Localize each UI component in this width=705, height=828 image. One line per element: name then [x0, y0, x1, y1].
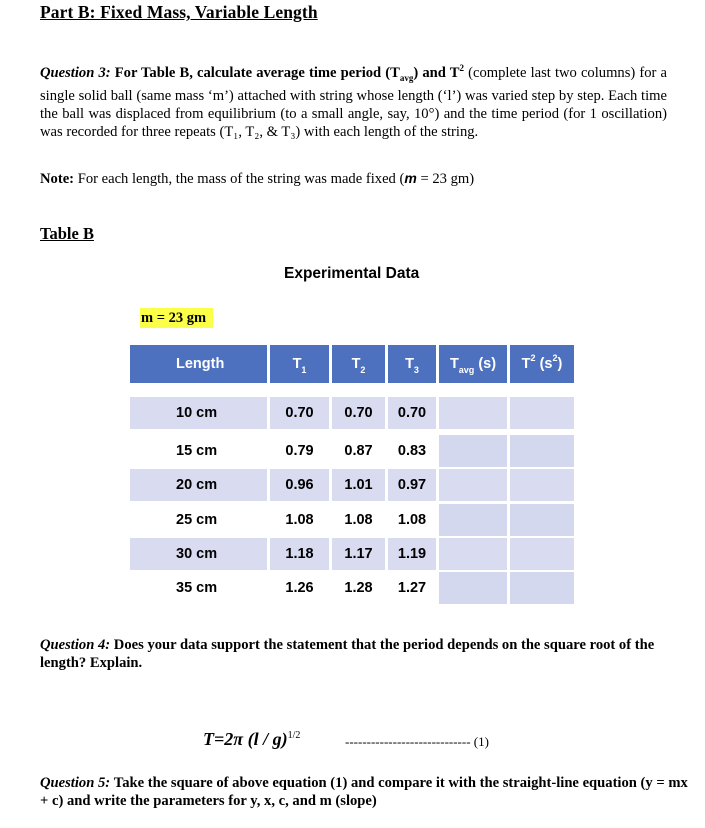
- table-cell-tsq: [510, 504, 574, 536]
- table-cell-length: 30 cm: [130, 538, 267, 570]
- header-cell-t1: $T_1$: [270, 345, 329, 383]
- table-cell-length: 10 cm: [130, 397, 267, 429]
- question-4: Question 4: Does your data support the statement that the period depends on the square root of the length? Explain.: [40, 637, 655, 671]
- note: Note: For each length, the mass of the string was made fixed (m = 23 gm): [40, 170, 475, 187]
- table-cell-tsq: [510, 572, 574, 604]
- table-cell-tavg: [439, 538, 507, 570]
- table-cell-tavg: [439, 469, 507, 501]
- table-cell-t2: 1.08: [332, 504, 385, 536]
- part-title: Part B: Fixed Mass, Variable Length: [40, 2, 318, 22]
- question-5: Question 5: Take the square of above equation (1) and compare it with the straight-line equation (y = mx + c) and write the parameters for y, x, c, and m (slope): [40, 775, 688, 809]
- header-cell-tsq: $T^2$ $(s^2)$: [510, 345, 574, 383]
- table-cell-tsq: [510, 469, 574, 501]
- table-cell-tsq: [510, 397, 574, 429]
- mass-badge: m = 23 gm: [140, 308, 213, 328]
- table-cell-t3: 0.83: [388, 435, 436, 467]
- table-cell-tavg: [439, 397, 507, 429]
- table-cell-t1: 1.18: [270, 538, 329, 570]
- table-cell-tsq: [510, 538, 574, 570]
- table-cell-tavg: [439, 504, 507, 536]
- table-cell-length: 20 cm: [130, 469, 267, 501]
- header-cell-t2: $T_2$: [332, 345, 385, 383]
- table-cell-tavg: [439, 572, 507, 604]
- table-label: Table B: [40, 224, 94, 243]
- table-cell-t3: 1.27: [388, 572, 436, 604]
- table-cell-t1: 0.70: [270, 397, 329, 429]
- table-cell-t1: 1.08: [270, 504, 329, 536]
- table-cell-length: 25 cm: [130, 504, 267, 536]
- table-cell-t3: 0.70: [388, 397, 436, 429]
- header-cell-tavg: $T_{avg}$ (s): [439, 345, 507, 383]
- table-cell-t1: 1.26: [270, 572, 329, 604]
- table-cell-length: 35 cm: [130, 572, 267, 604]
- experimental-data-title: Experimental Data: [284, 265, 420, 282]
- table-cell-t3: 1.08: [388, 504, 436, 536]
- table-cell-t2: 1.28: [332, 572, 385, 604]
- table-cell-tsq: [510, 435, 574, 467]
- table-cell-t1: 0.79: [270, 435, 329, 467]
- question-3: [40, 59, 667, 141]
- table-cell-t2: 0.87: [332, 435, 385, 467]
- q3-bold: For Table B, calculate average time period $(T_{avg})$ and $T^2$: [114, 63, 464, 83]
- q3-text: (complete last two columns) for a single solid ball (same mass ‘m’) attached with string whose length (‘l’) was varied step by step. Each time the ball was displaced from equilibrium (to a small angle, say, 10°) and the time period (for 1 oscillation) was recorded for three repeats (T₁, T₂, & T₃) with each length of the string.: [40, 64, 668, 140]
- table-cell-t1: 0.96: [270, 469, 329, 501]
- table-cell-tavg: [439, 435, 507, 467]
- table-cell-t3: 0.97: [388, 469, 436, 501]
- table-cell-length: 15 cm: [130, 435, 267, 467]
- table-cell-t2: 1.01: [332, 469, 385, 501]
- equation-number: ----------------------------- (1): [345, 734, 489, 749]
- period-equation: T=2π (l / g)$^{1/2}$: [203, 729, 301, 749]
- header-cell-length: Length: [130, 345, 267, 383]
- q3-label: Question 3:: [40, 64, 111, 81]
- table-cell-t2: 1.17: [332, 538, 385, 570]
- table-cell-t2: 0.70: [332, 397, 385, 429]
- table-cell-t3: 1.19: [388, 538, 436, 570]
- header-cell-t3: $T_3$: [388, 345, 436, 383]
